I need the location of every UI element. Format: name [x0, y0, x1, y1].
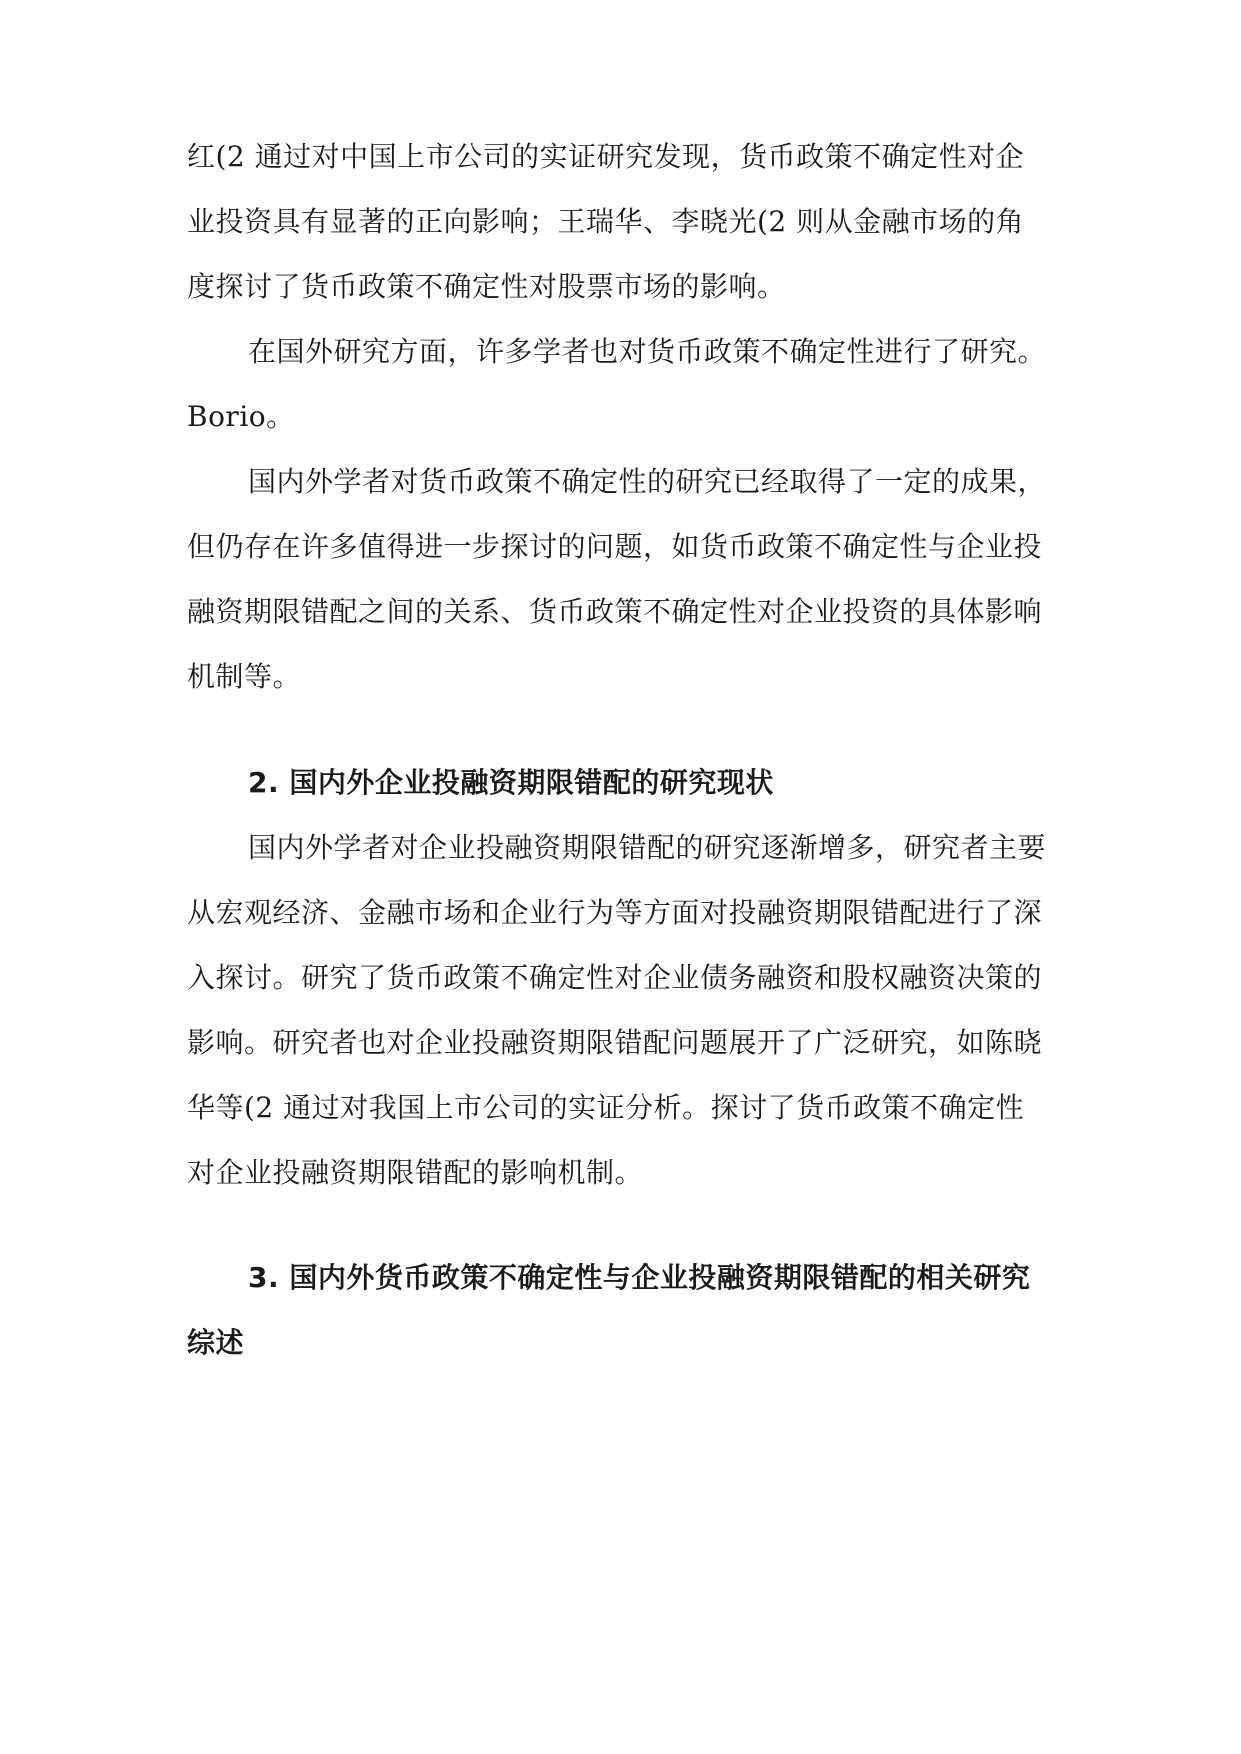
paragraph-line: 从宏观经济、金融市场和企业行为等方面对投融资期限错配进行了深 [187, 896, 1043, 929]
paragraph-line: 华等(2 通过对我国上市公司的实证分析。探讨了货币政策不确定性 [187, 1091, 1025, 1124]
paragraph-line: 业投资具有显著的正向影响；王瑞华、李晓光(2 则从金融市场的角 [187, 205, 1025, 238]
paragraph-line: 对企业投融资期限错配的影响机制。 [187, 1156, 644, 1189]
paragraph-line: 入探讨。研究了货币政策不确定性对企业债务融资和股权融资决策的 [187, 961, 1043, 994]
paragraph-line: 机制等。 [187, 660, 302, 693]
paragraph-line: 国内外学者对企业投融资期限错配的研究逐渐增多，研究者主要 [248, 831, 1047, 864]
paragraph-line: 度探讨了货币政策不确定性对股票市场的影响。 [187, 270, 786, 303]
section-heading: 3. 国内外货币政策不确定性与企业投融资期限错配的相关研究 [248, 1261, 1031, 1294]
paragraph-line: 融资期限错配之间的关系、货币政策不确定性对企业投资的具体影响 [187, 595, 1043, 628]
paragraph-line: 红(2 通过对中国上市公司的实证研究发现，货币政策不确定性对企 [187, 140, 1025, 173]
paragraph-line: Borio。 [187, 400, 295, 433]
section-heading: 2. 国内外企业投融资期限错配的研究现状 [248, 766, 774, 799]
paragraph-line: 影响。研究者也对企业投融资期限错配问题展开了广泛研究，如陈晓 [187, 1026, 1043, 1059]
paragraph-line: 在国外研究方面，许多学者也对货币政策不确定性进行了研究。 [248, 335, 1047, 368]
paragraph-line: 但仍存在许多值得进一步探讨的问题，如货币政策不确定性与企业投 [187, 530, 1043, 563]
section-heading-continuation: 综述 [187, 1326, 245, 1359]
paragraph-line: 国内外学者对货币政策不确定性的研究已经取得了一定的成果， [248, 465, 1047, 498]
